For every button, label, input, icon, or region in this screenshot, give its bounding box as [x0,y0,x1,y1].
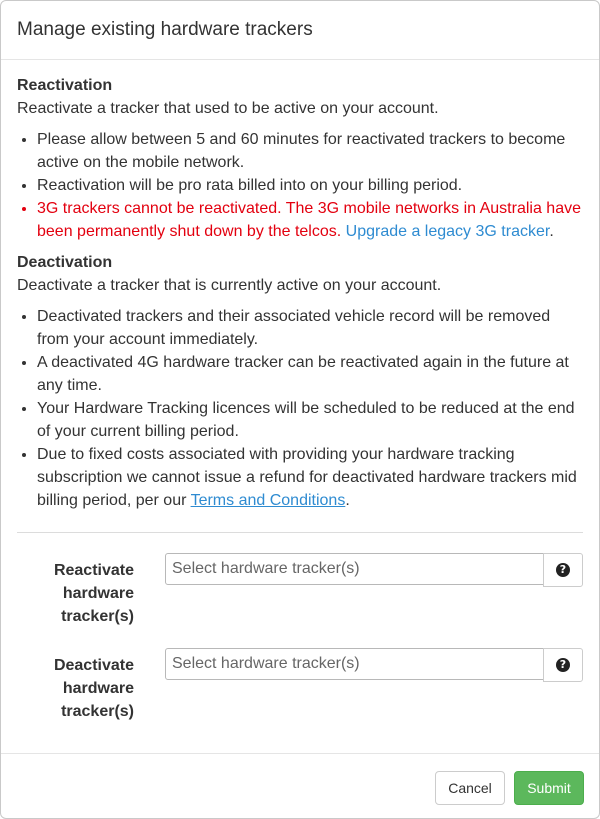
modal-header [1,1,599,60]
deactivate-label: Deactivate hardware tracker(s) [53,657,134,720]
reactivation-description: Reactivate a tracker that used to be active on your account. [17,100,439,117]
reactivation-list [17,128,583,243]
reactivation-section [17,76,583,243]
3g-warning-text: 3G trackers cannot be reactivated. The 3G mobile networks in Australia have been permanently shut down by the telcos. [37,200,581,240]
deactivate-row [17,648,583,723]
modal-body [1,60,599,723]
cancel-button[interactable]: Cancel [435,771,505,805]
reactivate-tracker-select[interactable] [165,553,544,585]
modal-footer [1,753,599,819]
deactivation-list [17,305,583,512]
question-circle-icon: ? [556,563,570,577]
modal-title: Manage existing hardware trackers [17,19,313,40]
list-item: • Your Hardware Tracking licences will be scheduled to be reduced at the end of your current billing period. [37,397,583,443]
submit-button[interactable]: Submit [514,771,584,805]
tracker-form [17,533,583,723]
list-item: • Reactivation will be pro rata billed into on your billing period. [37,174,583,197]
list-item: • Deactivated trackers and their associated vehicle record will be removed from your account immediately. [37,305,583,351]
reactivate-help-button[interactable] [543,553,583,587]
reactivation-title: Reactivation [17,77,113,94]
upgrade-3g-tracker-link[interactable]: Upgrade a legacy 3G tracker [345,223,550,240]
deactivate-help-button[interactable] [543,648,583,682]
deactivate-input-group [165,648,583,682]
list-item: • A deactivated 4G hardware tracker can be reactivated again in the future at any time. [37,351,583,397]
deactivation-description: Deactivate a tracker that is currently active on your account. [17,277,442,294]
refund-policy-item [37,443,583,512]
reactivate-input-group [165,553,583,587]
3g-warning-item [37,197,583,243]
deactivation-title: Deactivation [17,254,113,271]
question-circle-icon: ? [556,658,570,672]
deactivate-tracker-select[interactable] [165,648,544,680]
terms-and-conditions-link[interactable]: Terms and Conditions [190,492,346,509]
list-item: • Please allow between 5 and 60 minutes for reactivated trackers to become active on the mobile network. [37,128,583,174]
warning-period: . [549,223,554,240]
deactivation-section [17,253,583,512]
refund-policy-text: Due to fixed costs associated with providing your hardware tracking subscription we cannot issue a refund for deactivated hardware trackers mid billing period, per our [37,446,577,509]
terms-period: . [345,492,350,509]
reactivate-label: Reactivate hardware tracker(s) [53,562,134,625]
reactivate-row [17,553,583,628]
